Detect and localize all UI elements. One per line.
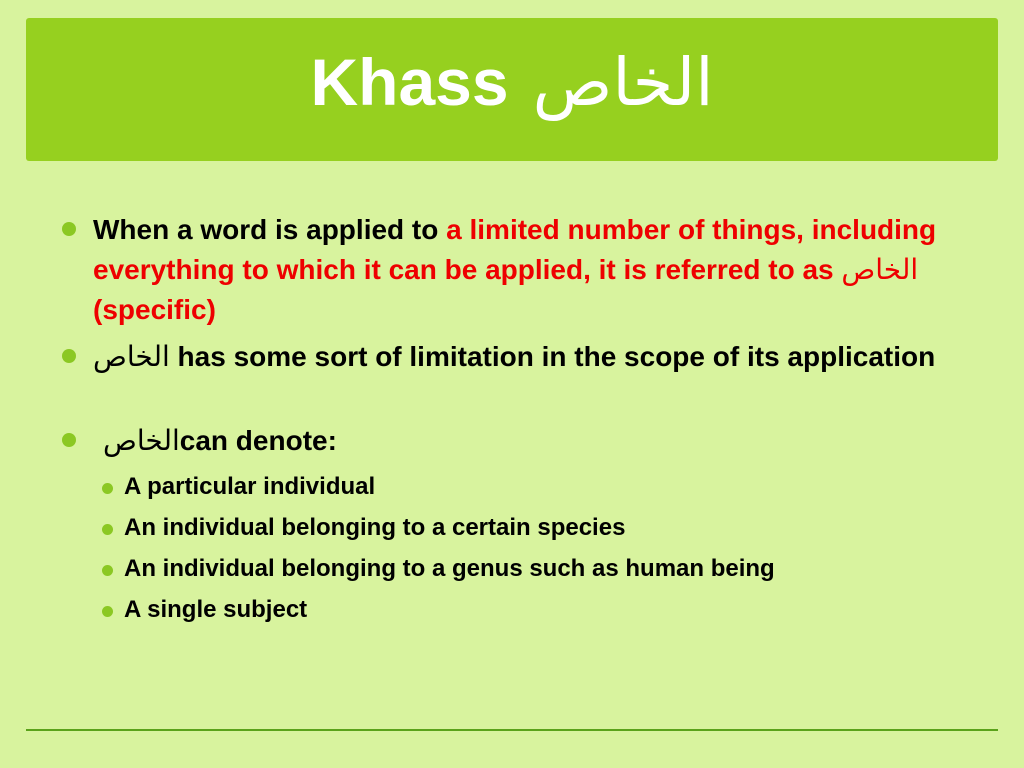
sub-list-item	[93, 507, 980, 548]
slide-content	[60, 210, 980, 630]
sub-item-text: An individual belonging to a certain species	[124, 514, 626, 541]
sub-item-text: A single subject	[124, 596, 308, 623]
definition-highlight: a limited number of things, including everything to which it can be applied, it is referred to as	[93, 214, 937, 285]
bullet-item-limitation	[60, 337, 980, 377]
denote-text: can denote:	[179, 425, 337, 456]
sub-bullet-dot-icon	[102, 483, 113, 494]
sub-item-text: An individual belonging to a genus such as human being	[124, 555, 775, 582]
sub-list-item	[93, 589, 980, 630]
sub-bullet-dot-icon	[102, 606, 113, 617]
footer-divider	[26, 729, 998, 731]
sub-bullet-dot-icon	[102, 524, 113, 535]
title-arabic: الخاص	[532, 44, 714, 121]
slide-title	[310, 44, 714, 121]
sub-item-text: A particular individual	[124, 473, 376, 500]
denote-sub-list	[63, 466, 980, 630]
title-bar	[26, 18, 998, 161]
sub-list-item	[93, 466, 980, 507]
bullet-dot-icon	[62, 222, 76, 236]
sub-bullet-dot-icon	[102, 565, 113, 576]
bullet-list	[60, 210, 980, 630]
sub-list-item	[93, 548, 980, 589]
bullet-item-definition	[60, 210, 980, 330]
bullet-dot-icon	[62, 433, 76, 447]
limitation-arabic-term: الخاص	[93, 340, 170, 373]
bullet-item-denote	[60, 421, 980, 630]
definition-arabic-term: الخاص	[841, 253, 919, 286]
limitation-text: has some sort of limitation in the scope of its application	[169, 341, 936, 372]
denote-arabic-term: الخاص	[103, 424, 180, 457]
bullet-dot-icon	[62, 349, 76, 363]
title-latin: Khass	[310, 45, 509, 119]
definition-text: When a word is applied to	[93, 214, 447, 245]
definition-specific: (specific)	[93, 294, 216, 325]
